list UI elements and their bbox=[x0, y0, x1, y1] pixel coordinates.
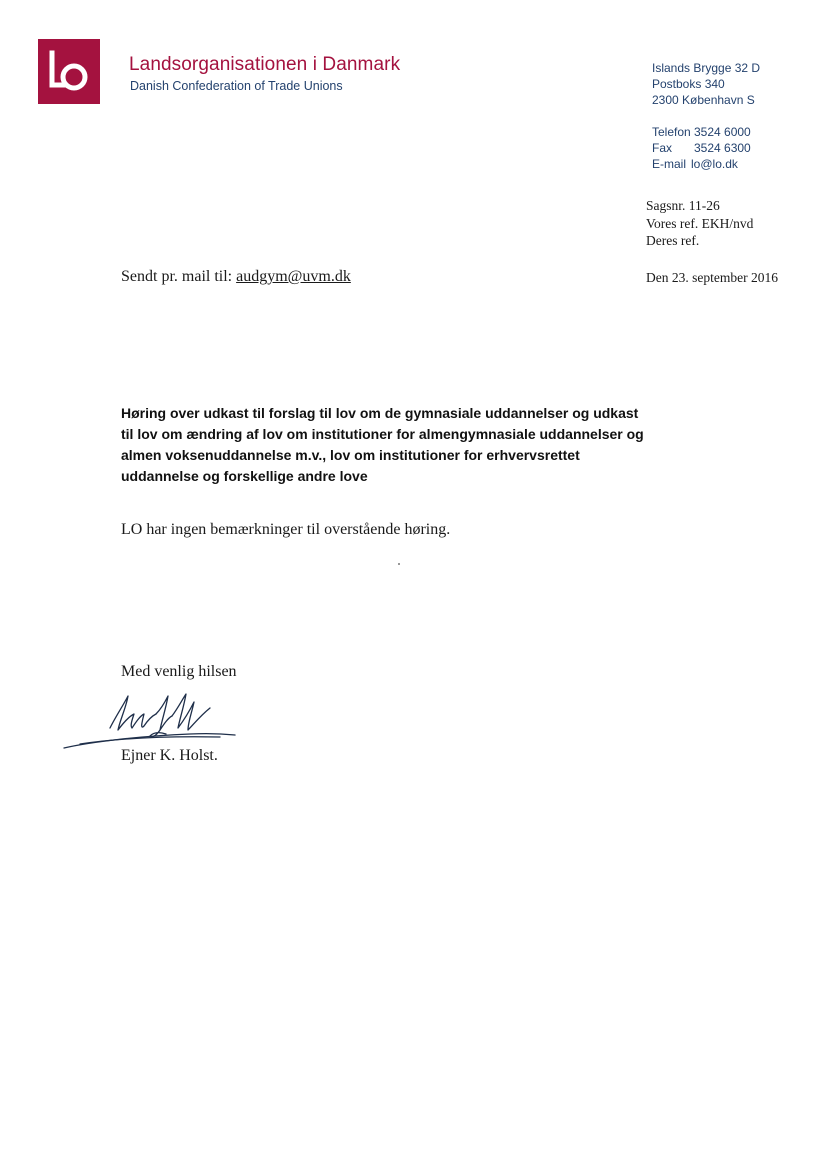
contact-value: 3524 6000 bbox=[694, 125, 751, 139]
address-line: 2300 København S bbox=[652, 93, 755, 107]
address-line: Postboks 340 bbox=[652, 77, 725, 91]
case-number: Sagsnr. 11-26 bbox=[646, 198, 720, 213]
contact-label: Fax bbox=[652, 141, 673, 155]
your-reference: Deres ref. bbox=[646, 233, 700, 248]
contact-phone bbox=[652, 124, 751, 140]
subject-line: til lov om ændring af lov om institutioner for almengymnasiale uddannelser og bbox=[121, 426, 644, 442]
lo-logo-mark bbox=[38, 39, 100, 104]
letter-date: Den 23. september 2016 bbox=[646, 270, 778, 285]
contact-label: Telefon bbox=[652, 125, 691, 139]
contact-value: 3524 6300 bbox=[694, 141, 751, 155]
signer-name: Ejner K. Holst. bbox=[121, 747, 218, 764]
contact-fax bbox=[652, 140, 751, 156]
our-reference: Vores ref. EKH/nvd bbox=[646, 215, 754, 231]
subject-line: Høring over udkast til forslag til lov om de gymnasiale uddannelser og udkast bbox=[121, 405, 639, 421]
contact-value: lo@lo.dk bbox=[691, 157, 738, 171]
recipient-email-link[interactable]: audgym@uvm.dk bbox=[236, 268, 351, 285]
sent-prefix: Sendt pr. mail til: bbox=[121, 268, 233, 285]
sent-line bbox=[121, 268, 351, 286]
body-paragraph: LO har ingen bemærkninger til overstående høring. bbox=[121, 521, 451, 538]
address-line: Islands Brygge 32 D bbox=[652, 61, 761, 75]
subject-line: uddannelse og forskellige andre love bbox=[121, 468, 368, 484]
stray-mark bbox=[398, 563, 400, 565]
org-subtitle: Danish Confederation of Trade Unions bbox=[130, 79, 343, 93]
contact-email bbox=[652, 156, 751, 172]
lo-logo bbox=[38, 39, 100, 104]
org-name: Landsorganisationen i Danmark bbox=[129, 54, 401, 75]
address-block bbox=[652, 60, 760, 108]
reference-block bbox=[646, 197, 753, 250]
contact-block bbox=[652, 124, 751, 172]
contact-label: E-mail bbox=[652, 157, 687, 171]
closing: Med venlig hilsen bbox=[121, 663, 237, 680]
subject-line: almen voksenuddannelse m.v., lov om institutioner for erhvervsrettet bbox=[121, 447, 580, 463]
handwritten-signature bbox=[60, 686, 250, 756]
subject-heading bbox=[121, 403, 721, 487]
